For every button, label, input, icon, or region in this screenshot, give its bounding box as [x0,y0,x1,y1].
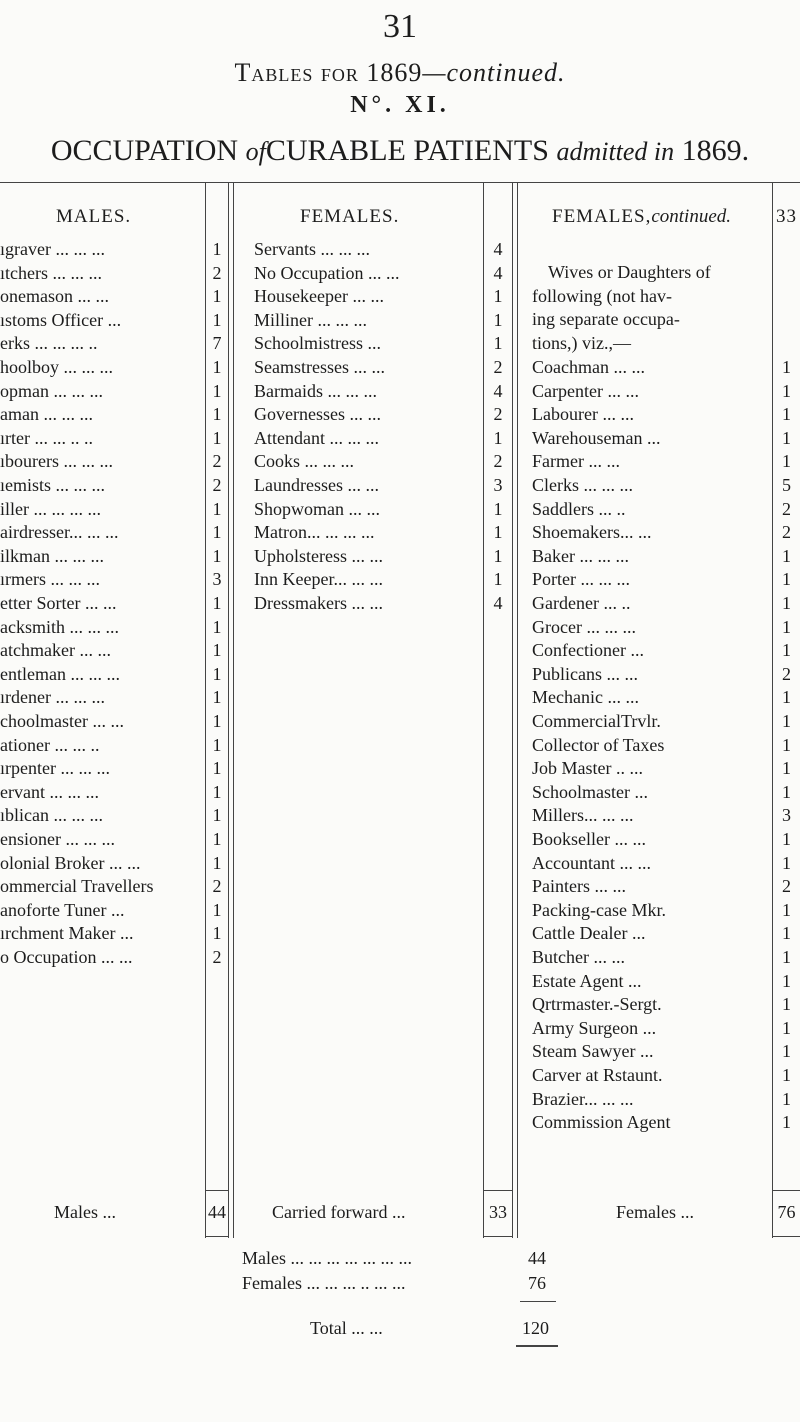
occupation-label: Gardener ... .. [532,593,631,613]
total-rule-cont [773,1190,800,1191]
occupation-count: 1 [212,404,222,425]
occupation-count: 3 [782,805,791,826]
divider-males-num-right2 [233,182,234,1238]
table-heading [0,58,800,88]
summary-females-value: 76 [528,1273,546,1293]
occupation-label: No Occupation ... ... [254,262,400,283]
males-heading: MALES. [56,206,132,227]
summary-males-value: 44 [528,1248,546,1268]
occupation-count: 1 [782,427,791,448]
occupation-label: Shopwoman ... ... [254,498,380,519]
occupation-count: 2 [782,498,791,519]
occupation-count: 1 [782,711,791,731]
occupation-count: 1 [212,380,222,401]
females-total-label: Carried forward ... [272,1202,406,1222]
occupation-label: Seamstresses ... ... [254,357,385,377]
occupation-label: ıemists ... ... ... [0,475,106,495]
occupation-label: Commission Agent [532,1112,671,1133]
occupation-count: 1 [493,522,503,543]
occupation-label: opman ... ... ... [0,380,103,401]
occupation-count: 1 [212,711,222,731]
occupation-count: 1 [782,1088,791,1109]
occupation-label: Warehouseman ... [532,427,661,448]
occupation-label: ıgraver ... ... ... [0,239,105,259]
occupation-count: 7 [212,333,222,354]
occupation-count: 1 [212,805,222,826]
summary-males-label: Males ... ... ... ... ... ... ... [242,1248,412,1268]
occupation-label: ilkman ... ... ... [0,545,104,566]
brought-forward-total: 33 [776,206,797,227]
occupation-label: Laundresses ... ... [254,475,379,495]
occupation-count: 1 [782,357,791,377]
occupation-label: etter Sorter ... ... [0,593,117,613]
occupation-count: 1 [493,286,503,307]
occupation-count: 1 [212,593,222,613]
total-rule-females [484,1190,512,1191]
occupation-label: olonial Broker ... ... [0,852,141,873]
occupation-count: 1 [782,829,791,849]
occupation-label: Painters ... ... [532,876,626,897]
occupation-label: Carpenter ... ... [532,380,639,401]
occupation-count: 1 [212,309,222,330]
occupation-count: 1 [212,427,222,448]
occupation-label: Upholsteress ... ... [254,545,383,566]
occupation-label: anoforte Tuner ... [0,899,125,920]
summary-females-label: Females ... ... ... .. ... ... [242,1273,406,1293]
occupation-label: Publicans ... ... [532,663,638,684]
occupation-label: Dressmakers ... ... [254,593,383,613]
occupation-label: Army Surgeon ... [532,1017,657,1038]
table-title [0,134,800,168]
occupation-count: 2 [782,876,791,897]
occupation-count: 2 [493,404,503,425]
occupation-label: Inn Keeper... ... ... [254,569,383,590]
occupation-count: 1 [782,852,791,873]
occupation-count: 1 [493,569,503,590]
divider-females-num-right [512,182,513,1238]
occupation-count: 1 [212,498,222,519]
occupation-count: 1 [782,593,791,613]
occupation-label: Milliner ... ... ... [254,309,367,330]
occupation-count: 1 [212,923,222,944]
occupation-count: 1 [212,663,222,684]
occupation-label: o Occupation ... ... [0,947,133,967]
occupation-label: Cattle Dealer ... [532,923,646,944]
occupation-count: 1 [493,309,503,330]
occupation-count: 5 [782,475,791,495]
occupation-label: Servants ... ... ... [254,239,370,259]
occupation-count: 1 [782,687,791,708]
table-number: N°. XI. [350,92,450,118]
occupation-count: 1 [782,545,791,566]
occupation-label: choolmaster ... ... [0,711,124,731]
occupation-count: 4 [493,239,503,259]
occupation-label: Millers... ... ... [532,805,634,826]
occupation-label: atchmaker ... ... [0,640,111,661]
divider-females-num-right2 [517,182,518,1238]
occupation-count: 1 [212,758,222,779]
occupation-count: 1 [212,522,222,543]
title-part5: 1869. [681,134,750,167]
occupation-count: 2 [782,522,791,543]
occupation-label: Mechanic ... ... [532,687,639,708]
occupation-count: 1 [782,380,791,401]
occupation-label: Grocer ... ... ... [532,616,636,637]
occupation-count: 1 [212,286,222,307]
occupation-count: 2 [782,663,791,684]
occupation-label: Carver at Rstaunt. [532,1065,663,1085]
occupation-label: Porter ... ... ... [532,569,630,590]
heading-prefix: Tables for [234,58,359,87]
occupation-label: aman ... ... ... [0,404,93,425]
occupation-label: iller ... ... ... ... [0,498,101,519]
occupation-label: hoolboy ... ... ... [0,357,114,377]
title-part1: OCCUPATION [50,134,239,167]
occupation-count: 1 [782,947,791,967]
occupation-count: 2 [212,947,222,967]
heading-year: 1869 [366,58,423,87]
note-line: following (not hav- [532,285,672,306]
females-continued-total-value: 76 [777,1202,796,1222]
females-continued-heading-italic: continued. [651,206,732,227]
summary-total-label: Total ... ... [310,1318,383,1338]
occupation-label: Attendant ... ... ... [254,427,379,448]
occupation-label: acksmith ... ... ... [0,616,119,637]
occupation-count: 1 [212,899,222,920]
occupation-count: 1 [782,569,791,590]
occupation-label: Shoemakers... ... [532,522,652,543]
females-total-value: 33 [489,1202,507,1222]
occupation-label: erks ... ... ... .. [0,333,98,354]
occupation-count: 2 [493,451,503,472]
occupation-count: 3 [493,475,503,495]
occupation-count: 4 [493,262,503,283]
occupation-count: 2 [212,876,222,897]
occupation-label: ıstoms Officer ... [0,309,122,330]
occupation-label: airdresser... ... ... [0,522,119,543]
heading-suffix: —continued. [422,58,566,87]
females-continued-heading-text: FEMALES, [552,206,652,227]
occupation-label: Saddlers ... .. [532,498,626,519]
occupation-count: 4 [493,593,503,613]
occupation-count: 1 [212,640,222,661]
occupation-count: 1 [782,970,791,991]
occupation-count: 1 [212,239,222,259]
occupation-count: 1 [782,994,791,1015]
occupation-count: 1 [212,616,222,637]
occupation-count: 4 [493,380,503,401]
occupation-count: 2 [212,451,222,472]
occupation-count: 1 [212,357,222,377]
occupation-count: 1 [782,451,791,472]
occupation-label: ensioner ... ... ... [0,829,115,849]
note-line: ing separate occupa- [532,309,680,330]
occupation-count: 3 [212,569,222,590]
occupation-count: 1 [493,427,503,448]
summary-total-value: 120 [522,1318,549,1338]
occupation-count: 1 [782,734,791,755]
occupation-count: 1 [782,1017,791,1038]
occupation-label: Collector of Taxes [532,734,665,755]
occupation-count: 2 [212,475,222,495]
occupation-label: Bookseller ... ... [532,829,646,849]
occupation-label: Cooks ... ... ... [254,451,355,472]
total-rule-females-bottom [484,1236,512,1237]
occupation-label: ırchment Maker ... [0,923,134,944]
occupation-label: ationer ... ... .. [0,734,100,755]
occupation-label: Schoolmistress ... [254,333,382,354]
occupation-label: Coachman ... ... [532,357,645,377]
occupation-label: Governesses ... ... [254,404,381,425]
occupation-count: 1 [782,781,791,802]
page-number: 31 [383,8,417,45]
occupation-label: Qrtrmaster.-Sergt. [532,994,662,1015]
occupation-count: 1 [782,404,791,425]
occupation-label: Farmer ... ... [532,451,620,472]
occupation-label: Schoolmaster ... [532,781,648,802]
occupation-count: 1 [782,640,791,661]
occupation-label: Matron... ... ... ... [254,522,375,543]
occupation-label: Estate Agent ... [532,970,642,991]
occupation-label: Clerks ... ... ... [532,475,633,495]
occupation-label: Brazier... ... ... [532,1088,634,1109]
females-continued-heading [552,206,731,228]
occupation-count: 1 [782,1041,791,1062]
occupation-count: 1 [212,829,222,849]
occupation-count: 1 [212,781,222,802]
occupation-count: 2 [212,262,222,283]
occupation-label: ıtchers ... ... ... [0,262,102,283]
occupation-label: ırpenter ... ... ... [0,758,110,779]
occupation-label: Housekeeper ... ... [254,286,384,307]
occupation-count: 1 [212,852,222,873]
occupation-label: CommercialTrvlr. [532,711,661,731]
occupation-label: Packing-case Mkr. [532,899,666,920]
divider-males-num-right [228,182,229,1238]
occupation-label: Confectioner ... [532,640,644,661]
occupation-label: Accountant ... ... [532,852,651,873]
top-rule [0,182,800,183]
occupation-count: 1 [212,734,222,755]
occupation-label: ommercial Travellers [0,876,154,897]
occupation-label: Butcher ... ... [532,947,625,967]
occupation-count: 1 [493,333,503,354]
occupation-count: 1 [493,498,503,519]
occupation-label: Barmaids ... ... ... [254,380,377,401]
occupation-label: ıbourers ... ... ... [0,451,113,472]
occupation-count: 1 [782,1112,791,1133]
occupation-label: ervant ... ... ... [0,781,99,802]
occupation-count: 1 [782,923,791,944]
total-rule-males-bottom [206,1236,228,1237]
occupation-label: ıblican ... ... ... [0,805,103,826]
occupation-label: Baker ... ... ... [532,545,629,566]
occupation-label: ırter ... ... .. .. [0,427,93,448]
summary-rule [520,1301,556,1302]
note-line: tions,) viz.,— [532,332,631,353]
total-rule-cont-bottom [773,1236,800,1237]
occupation-count: 1 [782,899,791,920]
occupation-count: 1 [782,758,791,779]
occupation-label: Labourer ... ... [532,404,634,425]
occupation-label: onemason ... ... [0,286,109,307]
females-heading: FEMALES. [300,206,400,227]
occupation-count: 1 [493,545,503,566]
occupation-label: entleman ... ... ... [0,663,120,684]
title-part2: of [245,137,266,166]
occupation-count: 1 [212,545,222,566]
occupation-count: 1 [782,616,791,637]
title-part3: CURABLE PATIENTS [265,134,549,167]
occupation-label: Job Master .. ... [532,758,643,779]
total-rule-males [206,1190,228,1191]
males-total-value: 44 [208,1202,226,1222]
title-part4: admitted in [556,137,675,166]
occupation-count: 2 [493,357,503,377]
females-continued-total-label: Females ... [616,1202,694,1222]
occupation-label: ırdener ... ... ... [0,687,105,708]
summary-rule-bottom [516,1345,558,1347]
occupation-count: 1 [782,1065,791,1085]
males-total-label: Males ... [54,1202,116,1222]
occupation-label: Steam Sawyer ... [532,1041,654,1062]
note-line: Wives or Daughters of [548,262,711,282]
occupation-label: ırmers ... ... ... [0,569,100,590]
occupation-count: 1 [212,687,222,708]
